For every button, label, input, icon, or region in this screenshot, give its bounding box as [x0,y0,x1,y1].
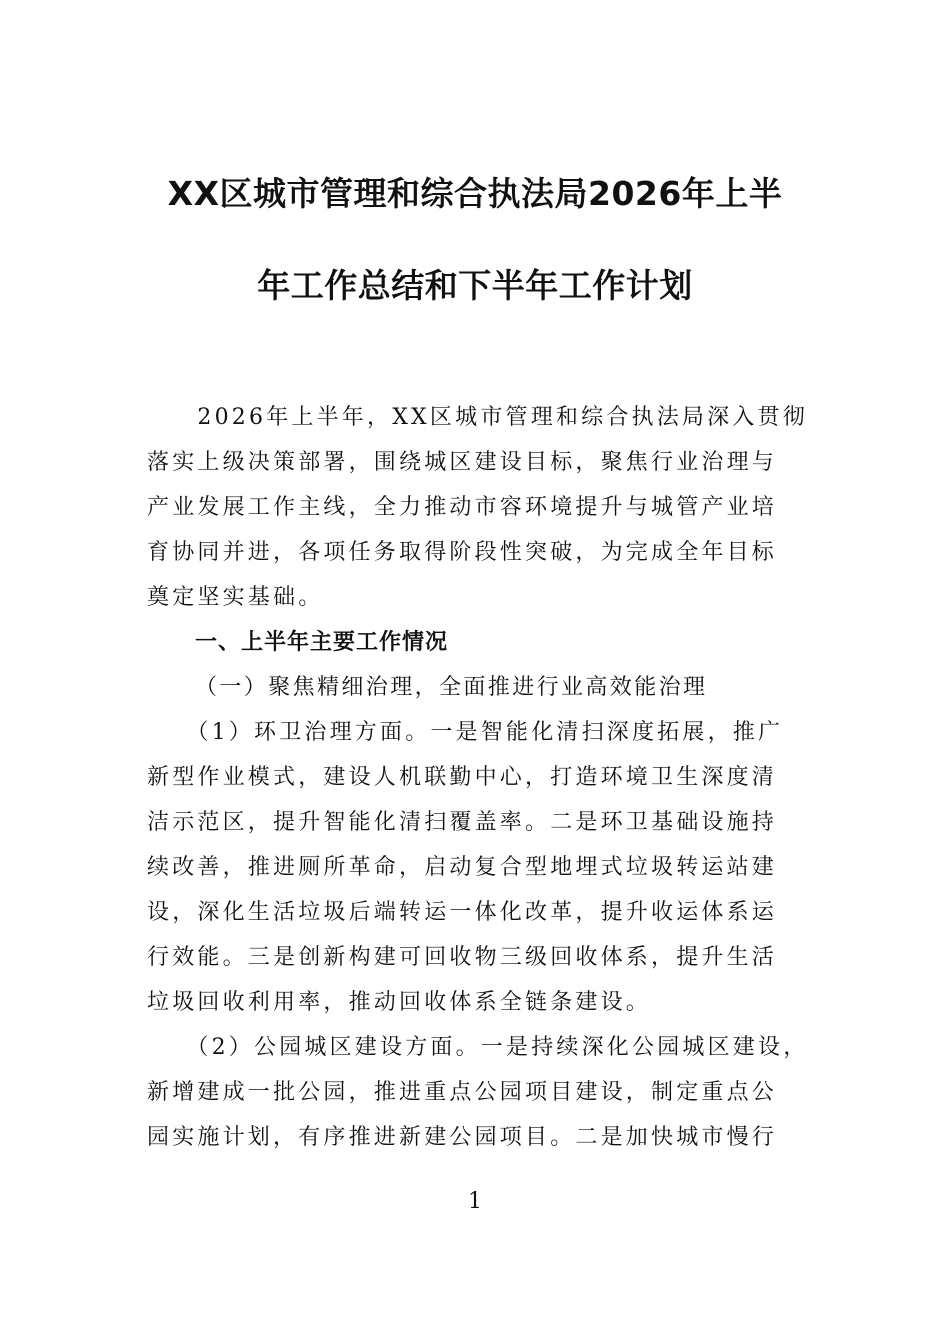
document-title-line-2: 年工作总结和下半年工作计划 [257,266,693,305]
paragraph-2-line-2: 新增建成一批公园，推进重点公园项目建设，制定重点公 [147,1080,778,1105]
page-number: 1 [468,1189,482,1214]
subsection-heading: （一）聚焦精细治理，全面推进行业高效能治理 [195,675,708,700]
paragraph-1-line-7: 垃圾回收利用率，推动回收体系全链条建设。 [147,990,652,1015]
paragraph-1-line-1: （1）环卫治理方面。一是智能化清扫深度拓展，推广 [147,720,784,745]
paragraph-1-line-6: 行效能。三是创新构建可回收物三级回收体系，提升生活 [147,945,778,970]
intro-paragraph-line-3: 产业发展工作主线，全力推动市容环境提升与城管产业培 [147,495,778,520]
paragraph-1-line-2: 新型作业模式，建设人机联勤中心，打造环境卫生深度清 [147,765,778,790]
paragraph-1-line-4: 续改善，推进厕所革命，启动复合型地埋式垃圾转运站建 [147,855,778,880]
paragraph-2-line-3: 园实施计划，有序推进新建公园项目。二是加快城市慢行 [147,1125,778,1150]
paragraph-1-line-3: 洁示范区，提升智能化清扫覆盖率。二是环卫基础设施持 [147,810,778,835]
paragraph-2-line-1: （2）公园城区建设方面。一是持续深化公园城区建设， [147,1035,809,1060]
intro-paragraph-line-4: 育协同并进，各项任务取得阶段性突破，为完成全年目标 [147,540,778,565]
intro-paragraph-line-5: 奠定坚实基础。 [147,585,324,610]
section-heading: 一、上半年主要工作情况 [195,630,449,655]
paragraph-1-line-5: 设，深化生活垃圾后端转运一体化改革，提升收运体系运 [147,900,778,925]
intro-paragraph-line-1: 2026年上半年，XX区城市管理和综合执法局深入贯彻 [147,405,808,430]
document-title-line-1: XX区城市管理和综合执法局2026年上半 [167,174,783,213]
intro-paragraph-line-2: 落实上级决策部署，围绕城区建设目标，聚焦行业治理与 [147,450,778,475]
